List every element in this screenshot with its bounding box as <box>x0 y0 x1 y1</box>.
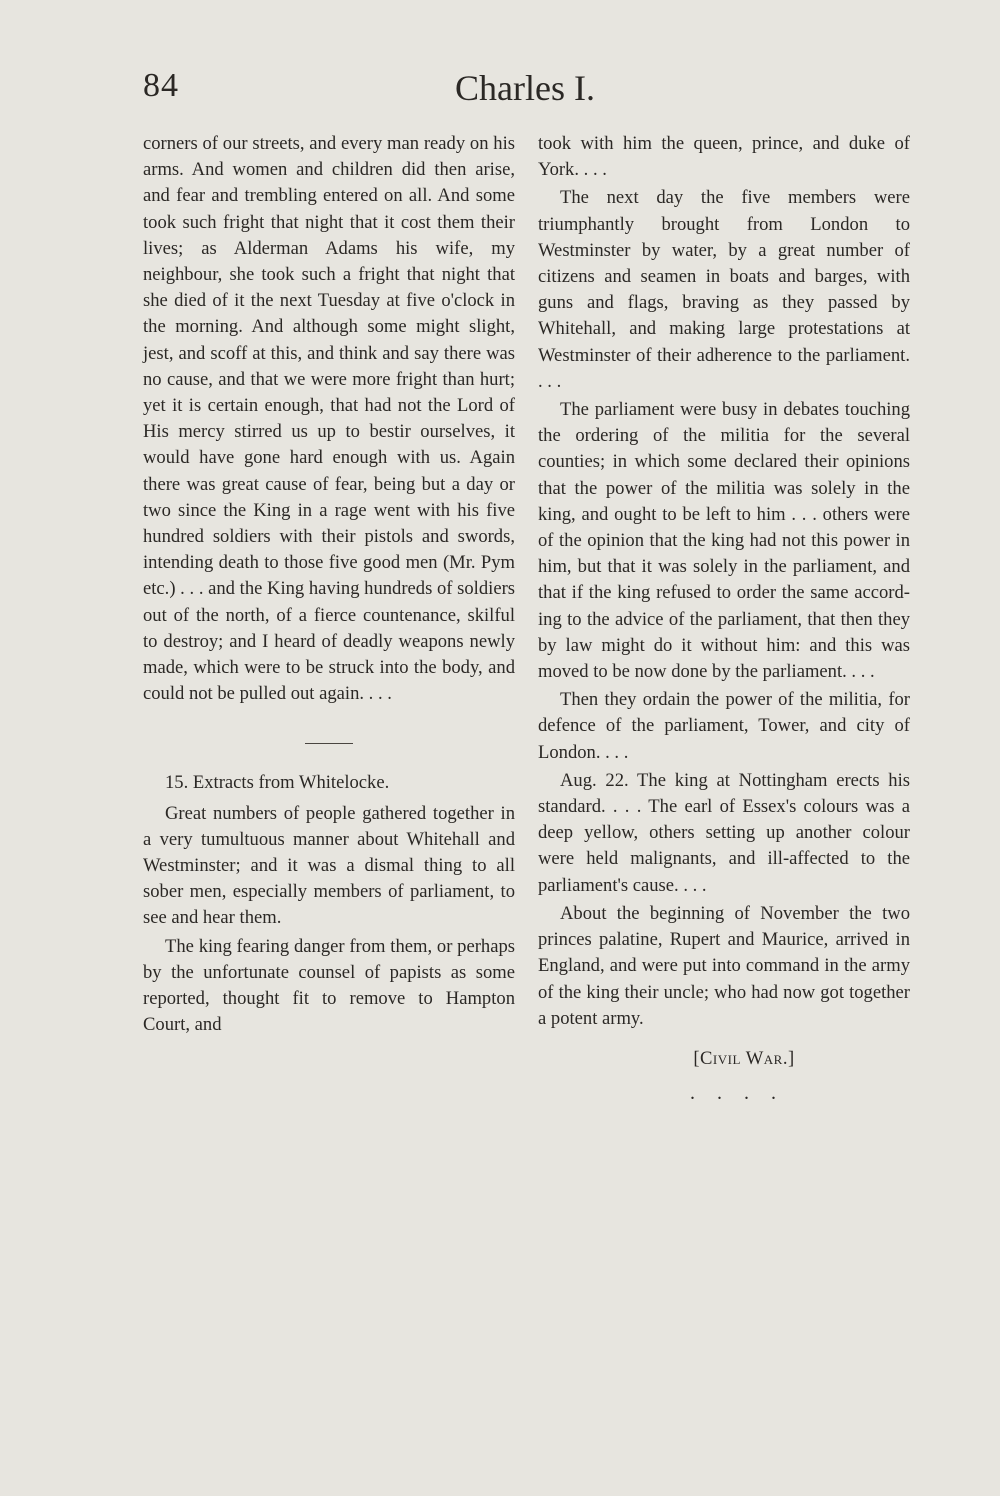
paragraph: Aug. 22. The king at Nottingham erects his standard. . . . The earl of Essex's colours was a deep yellow, others setting up another colour were held malignants, and ill-affected to the parliament's cause. . . . <box>538 769 910 896</box>
page-number: 84 <box>143 67 179 104</box>
section-heading: 15. Extracts from Whitelocke. <box>165 772 390 794</box>
paragraph: The parliament were busy in debates touching the ordering of the militia for the several counties; in which some declared their opinions that the power of the militia was solely in the king, and ought to be left to him . . . others were of the opinion that the king had not this power in him, but that it was solely in the parliament, and that if the king refused to order the same according to the advice of the parliament, that then they by law might do it without him: and this was moved to be now done by the parliament. . . . <box>538 399 910 683</box>
paragraph: Then they ordain the power of the militia, for defence of the parliament, Tower, and city of London. . . . <box>538 689 910 763</box>
left-column <box>143 131 515 1039</box>
section-divider <box>305 743 353 744</box>
paragraph: Great numbers of people gathered together in a very tumultuous manner about Whitehall and Westminster; and it was a dismal thing to all sober men, especially members of parliament, to see and hear them. <box>143 802 515 929</box>
source-note: [Civil War.] <box>693 1047 795 1069</box>
right-column <box>538 131 910 1106</box>
paragraph-continued: corners of our streets, and every man ready on his arms. And women and children did then arise, and fear and trembling entered on all. And some took such fright that night that it cost them their lives; as Alderman Adams his wife, my neighbour, she took such a fright that night that she died of it the next Tuesday at five o'clock in the morning. And although some might slight, jest, and scoff at this, and think and say there was no cause, and that we were more fright than hurt; yet it is certain enough, that had not the Lord of His mercy stirred us up to bestir ourselves, it would have gone hard enough with us. Again there was great cause of fear, being but a day or two since the King in a rage went with his five hundred soldiers with their pistols and swords, intending death to those five good men (Mr. Pym etc.) . . . and the King having hundreds of soldiers out of the north, of a fierce countenance, skilful to destroy; and I heard of deadly weapons newly made, which were to be struck into the body, and could not be pulled out again. . . . <box>143 133 515 705</box>
paragraph: About the beginning of November the two princes palatine, Rupert and Maurice, arrived in England, and were put into command in the army of the king their uncle; who had now got together a potent army. <box>538 902 910 1029</box>
paragraph: The king fearing danger from them, or perhaps by the unfortunate counsel of papists as some reported, thought fit to remove to Hampton Court, and <box>143 935 515 1036</box>
paragraph-continued: took with him the queen, prince, and duke of York. . . . <box>538 133 910 181</box>
paragraph: The next day the five members were triumphantly brought from London to Westminster by water, by a great number of citizens and seamen in boats and barges, with guns and flags, braving as they passed by Whitehall, and making large protestations at Westminster of their adherence to the parliament. . . . <box>538 187 910 392</box>
running-title: Charles I. <box>455 68 595 108</box>
omission-dots: .... <box>690 1082 798 1105</box>
